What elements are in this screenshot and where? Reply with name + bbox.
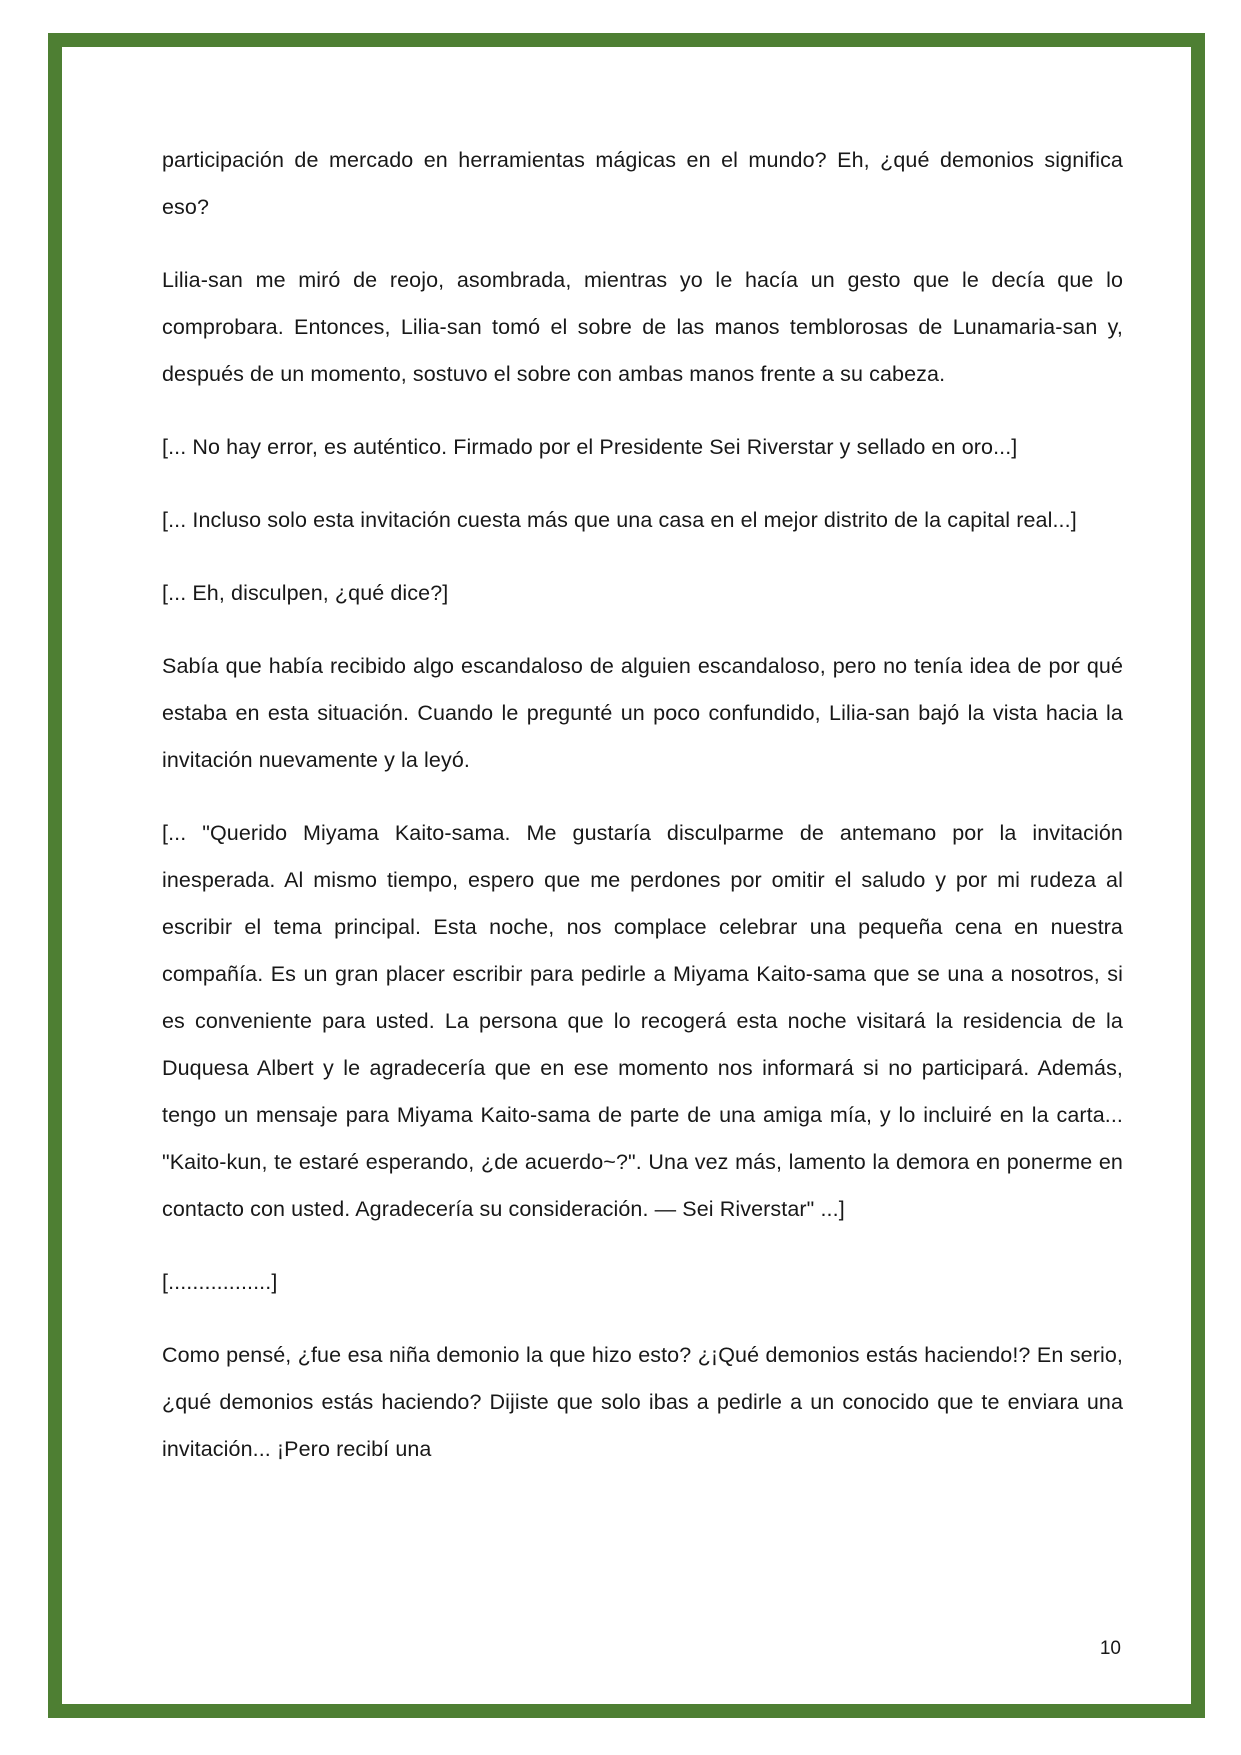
page-border-frame (48, 33, 1205, 1718)
paragraph: [.................] (162, 1270, 278, 1294)
body-text (162, 137, 1123, 1473)
page-content-area (62, 47, 1191, 1704)
paragraph: [... "Querido Miyama Kaito-sama. Me gustaría disculparme de antemano por la invitación inesperada. Al mismo tiempo, espero que me perdones por omitir el saludo y por mi rudeza al escribir el tema principal. Esta noche, nos complace celebrar una pequeña cena en nuestra compañía. Es un gran placer escribir para pedirle a Miyama Kaito-sama que se una a nosotros, si es conveniente para usted. La persona que lo recogerá esta noche visitará la residencia de la Duquesa Albert y le agradecería que en ese momento nos informará si no participará. Además, tengo un mensaje para Miyama Kaito-sama de parte de una amiga mía, y lo incluiré en la carta... "Kaito-kun, te estaré esperando, ¿de acuerdo~?". Una vez más, lamento la demora en ponerme en contacto con usted. Agradecería su consideración. — Sei Riverstar" ...] (162, 821, 1123, 1221)
paragraph: participación de mercado en herramientas mágicas en el mundo? Eh, ¿qué demonios significa eso? (162, 148, 1123, 219)
paragraph: Como pensé, ¿fue esa niña demonio la que hizo esto? ¿¡Qué demonios estás haciendo!? En serio, ¿qué demonios estás haciendo? Dijiste que solo ibas a pedirle a un conocido que te enviara una invitación... ¡Pero recibí una (162, 1343, 1123, 1461)
paragraph: Sabía que había recibido algo escandaloso de alguien escandaloso, pero no tenía idea de por qué estaba en esta situación. Cuando le pregunté un poco confundido, Lilia-san bajó la vista hacia la invitación nuevamente y la leyó. (162, 654, 1123, 772)
page-number: 10 (1099, 1638, 1121, 1659)
paragraph: [... No hay error, es auténtico. Firmado por el Presidente Sei Riverstar y sellado en oro...] (162, 435, 1018, 459)
paragraph: [... Eh, disculpen, ¿qué dice?] (162, 581, 449, 605)
paragraph: Lilia-san me miró de reojo, asombrada, mientras yo le hacía un gesto que le decía que lo comprobara. Entonces, Lilia-san tomó el sobre de las manos temblorosas de Lunamaria-san y, después de un momento, sostuvo el sobre con ambas manos frente a su cabeza. (162, 268, 1123, 386)
paragraph: [... Incluso solo esta invitación cuesta más que una casa en el mejor distrito de la capital real...] (162, 508, 1077, 532)
